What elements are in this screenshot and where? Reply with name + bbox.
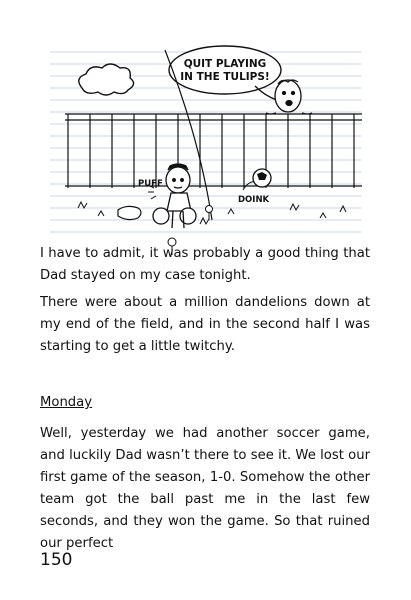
speech-bubble-line1: QUIT PLAYING: [183, 58, 267, 70]
paragraph: I have to admit, it was probably a good thing that Dad stayed on my case tonight.: [40, 246, 370, 283]
dad-figure: [266, 80, 312, 114]
section-heading: Monday: [40, 395, 93, 410]
soccer-ball-icon: [253, 169, 271, 187]
sfx-puff: PUFF: [138, 179, 163, 189]
comic-svg: [50, 40, 362, 260]
paragraph: Well, yesterday we had another soccer game, and luckily Dad wasn’t there to see it. We lost our first game of the season, 1-0. Somehow the other team got the ball past me in the last few seconds, and they won the game. So that ruined our perfect: [40, 426, 370, 551]
comic-illustration: [50, 40, 362, 260]
paragraph: There were about a million dandelions down at my end of the field, and in the second half I was starting to get a little twitchy.: [40, 295, 370, 354]
glove-on-ground: [118, 206, 141, 219]
speech-bubble-line2: IN THE TULIPS!: [180, 71, 270, 83]
cloud: [79, 64, 134, 95]
fence: [65, 114, 362, 188]
sfx-doink: DOINK: [238, 195, 270, 205]
page-number: 150: [40, 550, 73, 570]
speech-bubble: [169, 46, 281, 100]
